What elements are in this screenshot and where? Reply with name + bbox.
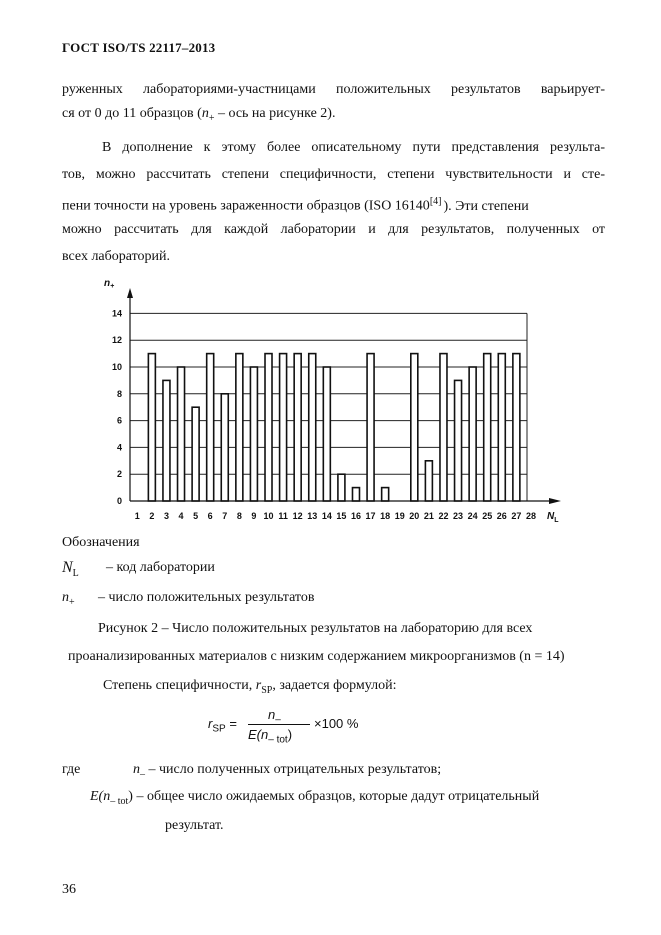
fraction-bar [248,724,310,725]
x-tick-label: 6 [207,511,213,521]
x-tick-label: 3 [163,511,169,521]
x-tick-label: 7 [222,511,228,521]
y-axis-label: $n_+$ [104,278,115,290]
x-tick-label: 21 [423,511,434,521]
x-tick-label: 19 [394,511,405,521]
y-tick-label: 12 [111,335,122,346]
formula-multiplier: ×100 % [314,716,359,731]
bar-chart [95,276,575,526]
formula-lhs: $r_{SP}$ = [208,716,237,735]
x-tick-label: 20 [409,511,420,521]
x-tick-label: 23 [453,511,464,521]
paragraph-2-line-4: можно рассчитать для каждой лаборатории и для результатов, полученных от [62,222,605,237]
x-tick-label: 27 [511,511,522,521]
figure-caption-line-1: Рисунок 2 – Число положительных результатов на лабораторию для всех [98,621,533,636]
x-tick-label: 28 [525,511,536,521]
x-tick-label: 26 [496,511,507,521]
bar [148,354,155,501]
bar [309,354,316,501]
bar [265,354,272,501]
bar [513,354,520,501]
bar [236,354,243,501]
paragraph-2-line-3: пени точности на уровень зараженности образцов (ISO 16140[4] ). Эти степени [62,196,529,214]
paragraph-2-line-5: всех лабораторий. [62,249,171,264]
x-tick-label: 9 [251,511,257,521]
bar [323,367,330,501]
x-tick-label: 10 [263,511,274,521]
legend-text-nplus: – число положительных результатов [98,590,315,605]
bar [440,354,447,501]
bar [294,354,301,501]
paragraph-2-line-2: тов, можно рассчитать степени специфичности, степени чувствительности и сте- [62,167,605,182]
bar [411,354,418,501]
x-tick-label: 15 [336,511,347,521]
bar [207,354,214,501]
y-tick-label: 6 [116,415,122,426]
bar [221,394,228,501]
x-tick-label: 12 [292,511,303,521]
bar [455,380,462,501]
x-tick-label: 17 [365,511,376,521]
bar [498,354,505,501]
x-tick-label: 8 [236,511,242,521]
x-axis-arrow [549,498,561,504]
x-tick-label: 14 [321,511,332,521]
definition-n-minus: $n_-$ – число полученных отрицательных результатов; [133,762,442,780]
x-axis-label: $N_L$ [547,511,559,524]
bar [280,354,287,501]
legend-text-nl: – код лаборатории [106,560,215,575]
y-tick-label: 0 [116,496,122,506]
bar [352,488,359,501]
definition-e-ntot: $E(n_{- tot})$ – общее число ожидаемых образцов, которые дадут отрицательный [90,789,540,807]
bar [178,367,185,501]
x-tick-label: 22 [438,511,449,521]
bar [382,488,389,501]
y-axis-arrow [127,288,133,298]
bar [338,474,345,501]
formula-intro: Степень специфичности, $r_{SP}$, задается формулой: [103,678,397,696]
y-tick-label: 4 [116,442,122,453]
formula-denominator: $E(n_{- tot})$ [248,727,293,746]
x-tick-label: 13 [307,511,318,521]
legend-symbol-nl: $N_L$ [62,559,79,580]
bar [192,407,199,501]
y-tick-label: 2 [116,469,122,480]
paragraph-2-line-1: В дополнение к этому более описательному пути представления результа- [102,140,605,155]
bar [367,354,374,501]
formula [208,707,378,747]
where-label: где [62,762,81,777]
y-tick-label: 14 [111,308,122,319]
x-tick-label: 11 [278,511,288,521]
bar [163,380,170,501]
x-tick-label: 16 [350,511,361,521]
bar [425,461,432,501]
x-tick-label: 18 [380,511,391,521]
formula-numerator: $n_-$ [268,707,281,726]
legend-symbol-nplus: $n_+$ [62,590,75,608]
bar [469,367,476,501]
x-tick-label: 2 [149,511,155,521]
y-tick-label: 8 [116,388,122,399]
bar [250,367,257,501]
x-tick-label: 1 [134,511,140,521]
x-tick-label: 4 [178,511,184,521]
legend-title: Обозначения [62,535,140,550]
bar [484,354,491,501]
paragraph-1-line-1: руженных лабораториями-участницами положительных результатов варьирует- [62,82,605,97]
x-tick-label: 25 [482,511,493,521]
paragraph-1-line-2: ся от 0 до 11 образцов ($n_+$ – ось на рисунке 2). [62,106,336,124]
x-tick-label: 5 [193,511,199,521]
x-tick-label: 24 [467,511,478,521]
y-tick-label: 10 [111,362,122,372]
definition-e-ntot-continued: результат. [165,818,224,833]
figure-caption-line-2: проанализированных материалов с низким содержанием микроорганизмов (n = 14) [68,649,565,664]
page-number: 36 [62,882,76,897]
document-header: ГОСТ ISO/TS 22117–2013 [62,40,216,55]
